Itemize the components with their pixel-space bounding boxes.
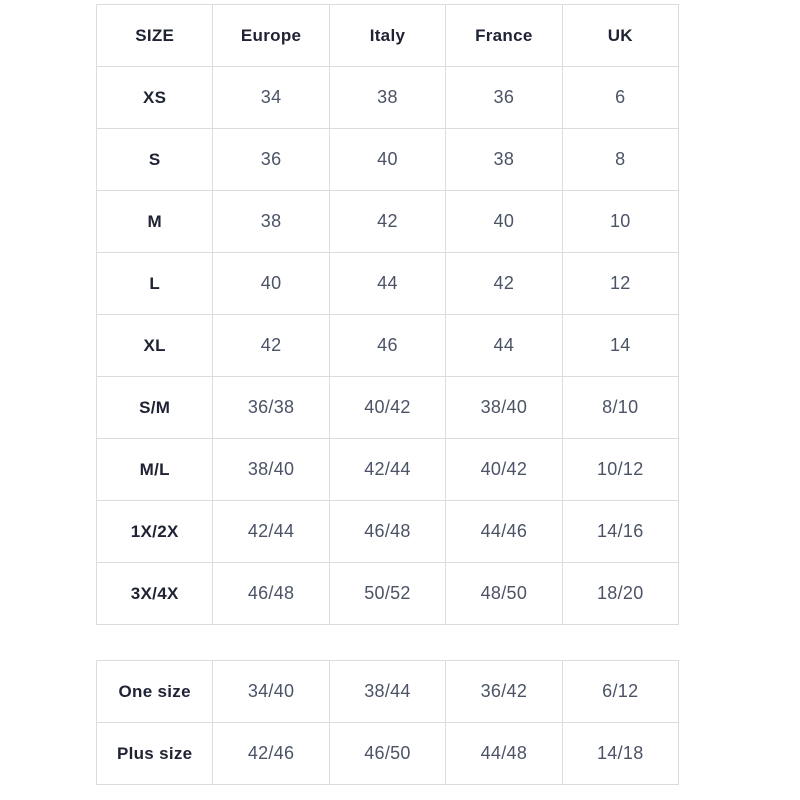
header-cell: Europe <box>213 5 329 67</box>
header-cell: Italy <box>329 5 445 67</box>
size-value-cell: 38/40 <box>446 377 562 439</box>
size-value-cell: 38 <box>446 129 562 191</box>
size-value-cell: 6 <box>562 67 678 129</box>
table-row <box>97 315 679 377</box>
size-value-cell: 10/12 <box>562 439 678 501</box>
size-label-cell: Plus size <box>97 723 213 785</box>
size-label-cell: One size <box>97 661 213 723</box>
size-value-cell: 12 <box>562 253 678 315</box>
size-value-cell: 8/10 <box>562 377 678 439</box>
size-value-cell: 50/52 <box>329 563 445 625</box>
header-cell: UK <box>562 5 678 67</box>
size-label-cell: 3X/4X <box>97 563 213 625</box>
size-value-cell: 44/48 <box>446 723 562 785</box>
size-value-cell: 40/42 <box>329 377 445 439</box>
size-value-cell: 36/38 <box>213 377 329 439</box>
table-row <box>97 661 679 723</box>
size-value-cell: 40 <box>329 129 445 191</box>
size-value-cell: 14/16 <box>562 501 678 563</box>
size-value-cell: 44 <box>446 315 562 377</box>
size-label-cell: S <box>97 129 213 191</box>
size-value-cell: 34/40 <box>213 661 329 723</box>
size-value-cell: 42/44 <box>329 439 445 501</box>
size-value-cell: 36 <box>446 67 562 129</box>
size-value-cell: 18/20 <box>562 563 678 625</box>
size-value-cell: 40 <box>446 191 562 253</box>
size-label-cell: M <box>97 191 213 253</box>
size-value-cell: 38 <box>329 67 445 129</box>
size-value-cell: 46 <box>329 315 445 377</box>
size-value-cell: 44/46 <box>446 501 562 563</box>
size-value-cell: 10 <box>562 191 678 253</box>
size-value-cell: 36 <box>213 129 329 191</box>
table-row <box>97 377 679 439</box>
size-value-cell: 48/50 <box>446 563 562 625</box>
size-label-cell: 1X/2X <box>97 501 213 563</box>
header-row <box>97 5 679 67</box>
size-value-cell: 14 <box>562 315 678 377</box>
one-size-plus-size-table <box>96 660 679 785</box>
size-value-cell: 42/46 <box>213 723 329 785</box>
size-conversion-table <box>96 4 679 625</box>
table-row <box>97 129 679 191</box>
size-chart-tables <box>96 4 679 785</box>
table-row <box>97 501 679 563</box>
size-value-cell: 46/48 <box>213 563 329 625</box>
table-row <box>97 563 679 625</box>
size-value-cell: 46/50 <box>329 723 445 785</box>
size-value-cell: 14/18 <box>562 723 678 785</box>
size-value-cell: 42 <box>213 315 329 377</box>
size-value-cell: 42/44 <box>213 501 329 563</box>
size-label-cell: L <box>97 253 213 315</box>
size-value-cell: 46/48 <box>329 501 445 563</box>
size-value-cell: 44 <box>329 253 445 315</box>
size-value-cell: 42 <box>446 253 562 315</box>
table-row <box>97 67 679 129</box>
size-value-cell: 34 <box>213 67 329 129</box>
size-value-cell: 38/40 <box>213 439 329 501</box>
table-row <box>97 253 679 315</box>
size-label-cell: S/M <box>97 377 213 439</box>
size-value-cell: 38/44 <box>329 661 445 723</box>
table-row <box>97 439 679 501</box>
size-value-cell: 6/12 <box>562 661 678 723</box>
size-value-cell: 36/42 <box>446 661 562 723</box>
table-row <box>97 191 679 253</box>
size-label-cell: XS <box>97 67 213 129</box>
size-value-cell: 40/42 <box>446 439 562 501</box>
size-value-cell: 40 <box>213 253 329 315</box>
size-value-cell: 8 <box>562 129 678 191</box>
size-label-cell: M/L <box>97 439 213 501</box>
size-value-cell: 38 <box>213 191 329 253</box>
size-value-cell: 42 <box>329 191 445 253</box>
header-cell: France <box>446 5 562 67</box>
header-cell: SIZE <box>97 5 213 67</box>
size-label-cell: XL <box>97 315 213 377</box>
table-row <box>97 723 679 785</box>
